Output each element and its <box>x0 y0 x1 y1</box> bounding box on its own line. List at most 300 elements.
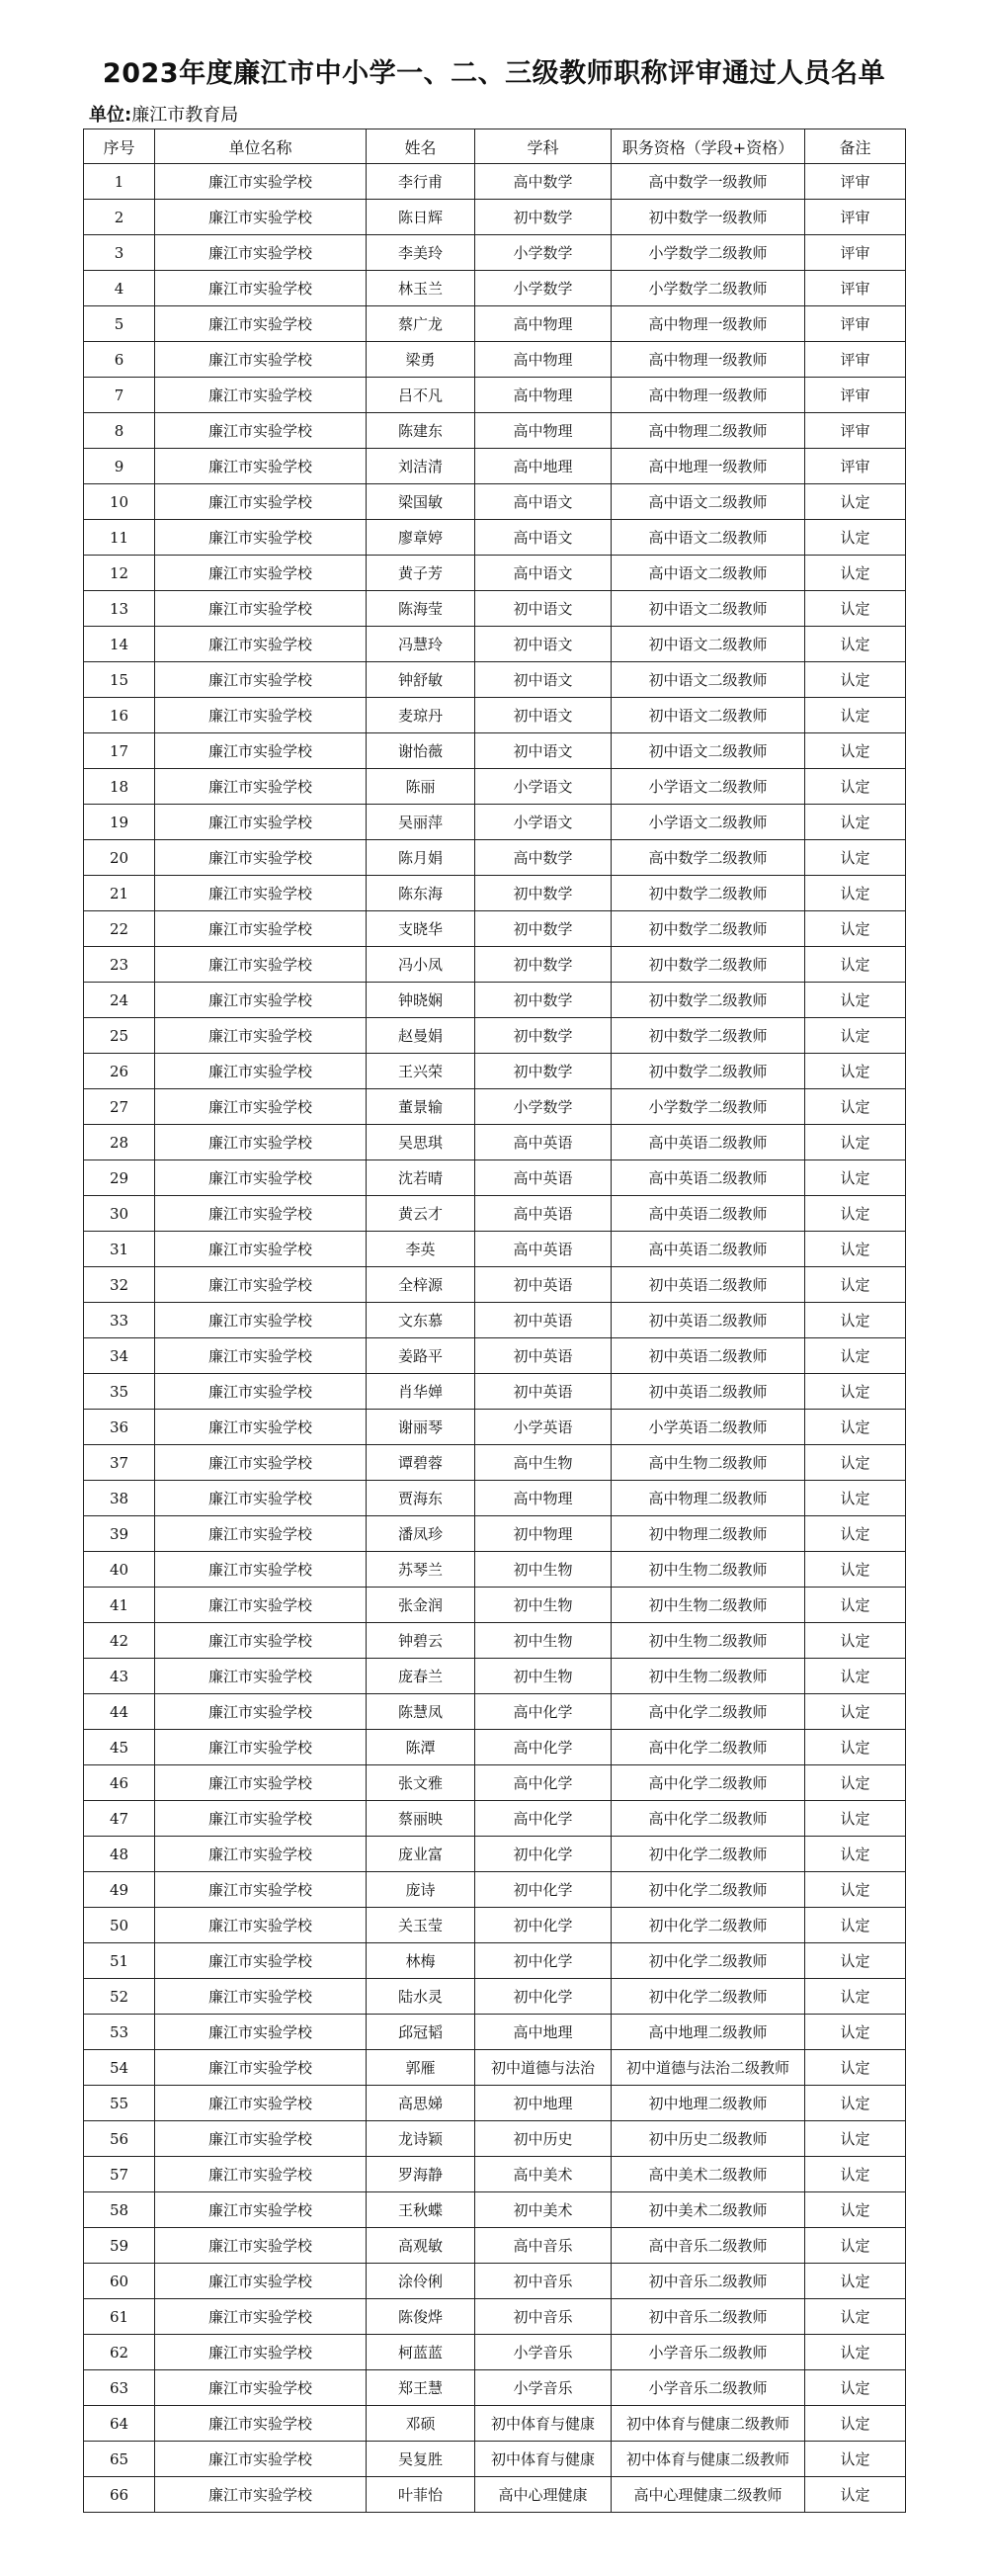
cell-qualification: 初中生物二级教师 <box>612 1659 805 1694</box>
table-row <box>84 1623 906 1659</box>
table-row <box>84 200 906 235</box>
table-body <box>84 164 906 2513</box>
cell-qualification: 高中心理健康二级教师 <box>612 2477 805 2513</box>
header-note: 备注 <box>805 129 906 164</box>
cell-qualification: 小学音乐二级教师 <box>612 2370 805 2406</box>
table-row <box>84 1196 906 1232</box>
cell-subject: 高中化学 <box>475 1765 612 1801</box>
table-row <box>84 1410 906 1445</box>
cell-note: 认定 <box>805 2477 906 2513</box>
cell-subject: 高中物理 <box>475 342 612 378</box>
cell-index: 19 <box>84 805 155 840</box>
cell-name: 林玉兰 <box>367 271 475 306</box>
cell-subject: 高中化学 <box>475 1801 612 1837</box>
cell-index: 7 <box>84 378 155 413</box>
cell-note: 认定 <box>805 1765 906 1801</box>
cell-qualification: 高中物理一级教师 <box>612 342 805 378</box>
cell-index: 55 <box>84 2086 155 2121</box>
cell-unit-name: 廉江市实验学校 <box>155 1730 367 1765</box>
cell-name: 庞业富 <box>367 1837 475 1872</box>
cell-subject: 初中英语 <box>475 1374 612 1410</box>
table-row <box>84 2228 906 2264</box>
cell-name: 郭雁 <box>367 2050 475 2086</box>
cell-unit-name: 廉江市实验学校 <box>155 2228 367 2264</box>
table-row <box>84 876 906 911</box>
table-row <box>84 342 906 378</box>
cell-index: 66 <box>84 2477 155 2513</box>
cell-qualification: 高中音乐二级教师 <box>612 2228 805 2264</box>
cell-subject: 初中化学 <box>475 1837 612 1872</box>
cell-subject: 初中英语 <box>475 1338 612 1374</box>
cell-unit-name: 廉江市实验学校 <box>155 911 367 947</box>
table-row <box>84 698 906 733</box>
table-row <box>84 2086 906 2121</box>
cell-note: 认定 <box>805 2406 906 2442</box>
table-row <box>84 1303 906 1338</box>
cell-name: 张文雅 <box>367 1765 475 1801</box>
cell-qualification: 初中数学一级教师 <box>612 200 805 235</box>
cell-qualification: 小学语文二级教师 <box>612 805 805 840</box>
cell-unit-name: 廉江市实验学校 <box>155 306 367 342</box>
cell-note: 认定 <box>805 1979 906 2015</box>
cell-note: 认定 <box>805 1801 906 1837</box>
table-row <box>84 591 906 627</box>
cell-note: 认定 <box>805 1410 906 1445</box>
cell-name: 陈月娟 <box>367 840 475 876</box>
cell-qualification: 高中英语二级教师 <box>612 1196 805 1232</box>
cell-subject: 小学语文 <box>475 769 612 805</box>
table-row <box>84 1908 906 1943</box>
cell-subject: 初中语文 <box>475 591 612 627</box>
cell-name: 李行甫 <box>367 164 475 200</box>
cell-index: 46 <box>84 1765 155 1801</box>
cell-unit-name: 廉江市实验学校 <box>155 840 367 876</box>
table-row <box>84 911 906 947</box>
cell-name: 陈建东 <box>367 413 475 449</box>
cell-name: 张金润 <box>367 1588 475 1623</box>
header-index: 序号 <box>84 129 155 164</box>
cell-index: 35 <box>84 1374 155 1410</box>
cell-qualification: 初中地理二级教师 <box>612 2086 805 2121</box>
header-row <box>84 129 906 164</box>
cell-index: 65 <box>84 2442 155 2477</box>
cell-name: 高思娣 <box>367 2086 475 2121</box>
cell-unit-name: 廉江市实验学校 <box>155 378 367 413</box>
cell-unit-name: 廉江市实验学校 <box>155 1908 367 1943</box>
cell-index: 23 <box>84 947 155 983</box>
cell-index: 27 <box>84 1089 155 1125</box>
table-row <box>84 1552 906 1588</box>
cell-unit-name: 廉江市实验学校 <box>155 2121 367 2157</box>
cell-note: 认定 <box>805 1374 906 1410</box>
cell-unit-name: 廉江市实验学校 <box>155 1160 367 1196</box>
cell-index: 51 <box>84 1943 155 1979</box>
cell-unit-name: 廉江市实验学校 <box>155 2264 367 2299</box>
cell-note: 认定 <box>805 2086 906 2121</box>
cell-unit-name: 廉江市实验学校 <box>155 698 367 733</box>
cell-note: 认定 <box>805 1089 906 1125</box>
cell-unit-name: 廉江市实验学校 <box>155 983 367 1018</box>
cell-index: 1 <box>84 164 155 200</box>
cell-subject: 初中物理 <box>475 1516 612 1552</box>
cell-subject: 高中化学 <box>475 1694 612 1730</box>
cell-qualification: 初中历史二级教师 <box>612 2121 805 2157</box>
cell-qualification: 初中生物二级教师 <box>612 1552 805 1588</box>
table-row <box>84 947 906 983</box>
cell-index: 5 <box>84 306 155 342</box>
table-row <box>84 1232 906 1267</box>
cell-index: 31 <box>84 1232 155 1267</box>
cell-unit-name: 廉江市实验学校 <box>155 271 367 306</box>
cell-qualification: 小学语文二级教师 <box>612 769 805 805</box>
cell-name: 邓硕 <box>367 2406 475 2442</box>
table-row <box>84 1516 906 1552</box>
cell-note: 认定 <box>805 1160 906 1196</box>
cell-index: 15 <box>84 662 155 698</box>
cell-index: 62 <box>84 2335 155 2370</box>
cell-qualification: 小学音乐二级教师 <box>612 2335 805 2370</box>
cell-subject: 初中数学 <box>475 876 612 911</box>
cell-subject: 小学数学 <box>475 235 612 271</box>
cell-index: 18 <box>84 769 155 805</box>
cell-qualification: 初中生物二级教师 <box>612 1623 805 1659</box>
cell-subject: 高中地理 <box>475 449 612 484</box>
cell-qualification: 高中美术二级教师 <box>612 2157 805 2192</box>
cell-subject: 初中生物 <box>475 1659 612 1694</box>
cell-qualification: 初中音乐二级教师 <box>612 2299 805 2335</box>
cell-name: 吴思琪 <box>367 1125 475 1160</box>
cell-unit-name: 廉江市实验学校 <box>155 484 367 520</box>
table-row <box>84 164 906 200</box>
cell-note: 认定 <box>805 662 906 698</box>
cell-qualification: 高中物理二级教师 <box>612 1481 805 1516</box>
cell-qualification: 高中化学二级教师 <box>612 1801 805 1837</box>
cell-name: 梁国敏 <box>367 484 475 520</box>
roster-table <box>83 129 906 2513</box>
cell-unit-name: 廉江市实验学校 <box>155 2370 367 2406</box>
cell-qualification: 高中化学二级教师 <box>612 1694 805 1730</box>
cell-subject: 高中生物 <box>475 1445 612 1481</box>
cell-note: 评审 <box>805 449 906 484</box>
cell-unit-name: 廉江市实验学校 <box>155 1979 367 2015</box>
cell-qualification: 初中生物二级教师 <box>612 1588 805 1623</box>
cell-unit-name: 廉江市实验学校 <box>155 1125 367 1160</box>
cell-note: 评审 <box>805 235 906 271</box>
cell-unit-name: 廉江市实验学校 <box>155 947 367 983</box>
cell-name: 蔡丽映 <box>367 1801 475 1837</box>
cell-qualification: 初中美术二级教师 <box>612 2192 805 2228</box>
table-row <box>84 1054 906 1089</box>
cell-index: 4 <box>84 271 155 306</box>
cell-index: 21 <box>84 876 155 911</box>
cell-note: 认定 <box>805 1588 906 1623</box>
cell-name: 廖章婷 <box>367 520 475 556</box>
cell-qualification: 初中体育与健康二级教师 <box>612 2406 805 2442</box>
cell-note: 认定 <box>805 1694 906 1730</box>
cell-subject: 高中英语 <box>475 1232 612 1267</box>
cell-subject: 初中化学 <box>475 1872 612 1908</box>
cell-subject: 小学英语 <box>475 1410 612 1445</box>
cell-index: 9 <box>84 449 155 484</box>
cell-qualification: 初中数学二级教师 <box>612 911 805 947</box>
cell-qualification: 高中语文二级教师 <box>612 520 805 556</box>
cell-subject: 高中音乐 <box>475 2228 612 2264</box>
cell-subject: 高中语文 <box>475 520 612 556</box>
cell-name: 钟碧云 <box>367 1623 475 1659</box>
cell-index: 20 <box>84 840 155 876</box>
cell-note: 认定 <box>805 1054 906 1089</box>
cell-note: 认定 <box>805 484 906 520</box>
cell-qualification: 小学数学二级教师 <box>612 235 805 271</box>
cell-index: 34 <box>84 1338 155 1374</box>
table-row <box>84 983 906 1018</box>
cell-note: 认定 <box>805 733 906 769</box>
cell-subject: 初中英语 <box>475 1267 612 1303</box>
cell-note: 认定 <box>805 840 906 876</box>
table-row <box>84 2477 906 2513</box>
cell-index: 6 <box>84 342 155 378</box>
cell-qualification: 小学数学二级教师 <box>612 1089 805 1125</box>
cell-index: 32 <box>84 1267 155 1303</box>
cell-index: 64 <box>84 2406 155 2442</box>
cell-index: 63 <box>84 2370 155 2406</box>
cell-unit-name: 廉江市实验学校 <box>155 1089 367 1125</box>
cell-name: 陈东海 <box>367 876 475 911</box>
cell-qualification: 高中物理一级教师 <box>612 306 805 342</box>
cell-note: 认定 <box>805 2442 906 2477</box>
cell-subject: 高中地理 <box>475 2015 612 2050</box>
cell-name: 涂伶俐 <box>367 2264 475 2299</box>
cell-name: 冯小凤 <box>367 947 475 983</box>
table-row <box>84 805 906 840</box>
table-row <box>84 1267 906 1303</box>
cell-unit-name: 廉江市实验学校 <box>155 413 367 449</box>
cell-note: 认定 <box>805 2370 906 2406</box>
cell-unit-name: 廉江市实验学校 <box>155 1943 367 1979</box>
cell-subject: 初中语文 <box>475 662 612 698</box>
cell-unit-name: 廉江市实验学校 <box>155 200 367 235</box>
cell-index: 53 <box>84 2015 155 2050</box>
cell-qualification: 小学英语二级教师 <box>612 1410 805 1445</box>
cell-subject: 初中语文 <box>475 698 612 733</box>
unit-value: 廉江市教育局 <box>131 105 239 126</box>
table-row <box>84 1979 906 2015</box>
cell-unit-name: 廉江市实验学校 <box>155 1232 367 1267</box>
cell-note: 认定 <box>805 2121 906 2157</box>
table-row <box>84 1765 906 1801</box>
cell-name: 陈海莹 <box>367 591 475 627</box>
table-row <box>84 1801 906 1837</box>
cell-subject: 高中语文 <box>475 556 612 591</box>
table-row <box>84 1160 906 1196</box>
cell-subject: 初中数学 <box>475 1054 612 1089</box>
cell-index: 47 <box>84 1801 155 1837</box>
table-row <box>84 2015 906 2050</box>
table-row <box>84 1374 906 1410</box>
cell-unit-name: 廉江市实验学校 <box>155 2442 367 2477</box>
cell-index: 45 <box>84 1730 155 1765</box>
cell-note: 认定 <box>805 1232 906 1267</box>
table-header <box>84 129 906 164</box>
cell-name: 冯慧玲 <box>367 627 475 662</box>
table-row <box>84 2406 906 2442</box>
cell-qualification: 初中语文二级教师 <box>612 733 805 769</box>
cell-index: 26 <box>84 1054 155 1089</box>
cell-note: 认定 <box>805 2192 906 2228</box>
cell-unit-name: 廉江市实验学校 <box>155 1694 367 1730</box>
cell-qualification: 高中物理一级教师 <box>612 378 805 413</box>
cell-unit-name: 廉江市实验学校 <box>155 2015 367 2050</box>
cell-note: 评审 <box>805 378 906 413</box>
cell-subject: 初中音乐 <box>475 2264 612 2299</box>
cell-unit-name: 廉江市实验学校 <box>155 2192 367 2228</box>
cell-qualification: 初中化学二级教师 <box>612 1943 805 1979</box>
cell-index: 12 <box>84 556 155 591</box>
cell-unit-name: 廉江市实验学校 <box>155 1837 367 1872</box>
cell-index: 30 <box>84 1196 155 1232</box>
cell-unit-name: 廉江市实验学校 <box>155 1054 367 1089</box>
table-row <box>84 662 906 698</box>
table-row <box>84 413 906 449</box>
cell-qualification: 初中语文二级教师 <box>612 591 805 627</box>
cell-qualification: 初中道德与法治二级教师 <box>612 2050 805 2086</box>
cell-note: 认定 <box>805 698 906 733</box>
cell-note: 评审 <box>805 200 906 235</box>
cell-unit-name: 廉江市实验学校 <box>155 1410 367 1445</box>
cell-index: 16 <box>84 698 155 733</box>
table-row <box>84 2442 906 2477</box>
cell-qualification: 初中数学二级教师 <box>612 947 805 983</box>
cell-name: 李美玲 <box>367 235 475 271</box>
header-subject: 学科 <box>475 129 612 164</box>
cell-note: 认定 <box>805 1516 906 1552</box>
cell-subject: 小学音乐 <box>475 2335 612 2370</box>
cell-index: 48 <box>84 1837 155 1872</box>
cell-index: 10 <box>84 484 155 520</box>
cell-name: 庞诗 <box>367 1872 475 1908</box>
cell-qualification: 高中化学二级教师 <box>612 1730 805 1765</box>
cell-note: 评审 <box>805 306 906 342</box>
table-row <box>84 2157 906 2192</box>
cell-qualification: 初中化学二级教师 <box>612 1837 805 1872</box>
cell-qualification: 高中数学一级教师 <box>612 164 805 200</box>
cell-note: 认定 <box>805 1338 906 1374</box>
cell-subject: 初中语文 <box>475 627 612 662</box>
cell-index: 28 <box>84 1125 155 1160</box>
cell-unit-name: 廉江市实验学校 <box>155 342 367 378</box>
cell-name: 支晓华 <box>367 911 475 947</box>
cell-note: 认定 <box>805 2228 906 2264</box>
cell-index: 37 <box>84 1445 155 1481</box>
cell-qualification: 高中数学二级教师 <box>612 840 805 876</box>
table-row <box>84 1730 906 1765</box>
cell-index: 33 <box>84 1303 155 1338</box>
cell-subject: 高中物理 <box>475 1481 612 1516</box>
table-row <box>84 2335 906 2370</box>
cell-unit-name: 廉江市实验学校 <box>155 1872 367 1908</box>
table-row <box>84 484 906 520</box>
cell-qualification: 初中化学二级教师 <box>612 1979 805 2015</box>
cell-subject: 初中生物 <box>475 1588 612 1623</box>
cell-subject: 初中数学 <box>475 1018 612 1054</box>
table-row <box>84 449 906 484</box>
cell-note: 认定 <box>805 1908 906 1943</box>
cell-subject: 初中数学 <box>475 911 612 947</box>
cell-note: 认定 <box>805 520 906 556</box>
cell-unit-name: 廉江市实验学校 <box>155 164 367 200</box>
cell-note: 认定 <box>805 1481 906 1516</box>
cell-name: 吕不凡 <box>367 378 475 413</box>
cell-name: 林梅 <box>367 1943 475 1979</box>
table-row <box>84 1089 906 1125</box>
cell-subject: 初中化学 <box>475 1908 612 1943</box>
cell-note: 认定 <box>805 556 906 591</box>
cell-unit-name: 廉江市实验学校 <box>155 449 367 484</box>
cell-note: 评审 <box>805 342 906 378</box>
cell-unit-name: 廉江市实验学校 <box>155 1374 367 1410</box>
table-row <box>84 306 906 342</box>
cell-note: 认定 <box>805 627 906 662</box>
cell-name: 赵曼娟 <box>367 1018 475 1054</box>
cell-name: 王兴荣 <box>367 1054 475 1089</box>
page-title: 2023年度廉江市中小学一、二、三级教师职称评审通过人员名单 <box>102 58 886 89</box>
cell-subject: 高中数学 <box>475 164 612 200</box>
cell-qualification: 初中英语二级教师 <box>612 1267 805 1303</box>
cell-note: 认定 <box>805 1872 906 1908</box>
cell-note: 认定 <box>805 2299 906 2335</box>
cell-qualification: 初中数学二级教师 <box>612 876 805 911</box>
cell-subject: 小学音乐 <box>475 2370 612 2406</box>
cell-qualification: 高中英语二级教师 <box>612 1125 805 1160</box>
cell-unit-name: 廉江市实验学校 <box>155 733 367 769</box>
cell-note: 认定 <box>805 2335 906 2370</box>
cell-note: 认定 <box>805 1445 906 1481</box>
cell-index: 2 <box>84 200 155 235</box>
cell-subject: 高中英语 <box>475 1196 612 1232</box>
cell-unit-name: 廉江市实验学校 <box>155 235 367 271</box>
cell-name: 沈若晴 <box>367 1160 475 1196</box>
cell-unit-name: 廉江市实验学校 <box>155 2406 367 2442</box>
cell-name: 郑王慧 <box>367 2370 475 2406</box>
cell-unit-name: 廉江市实验学校 <box>155 1481 367 1516</box>
table-row <box>84 235 906 271</box>
table-row <box>84 1694 906 1730</box>
cell-name: 苏琴兰 <box>367 1552 475 1588</box>
cell-name: 陈俊烨 <box>367 2299 475 2335</box>
cell-index: 59 <box>84 2228 155 2264</box>
cell-index: 22 <box>84 911 155 947</box>
cell-name: 肖华婵 <box>367 1374 475 1410</box>
cell-index: 14 <box>84 627 155 662</box>
cell-name: 黄子芳 <box>367 556 475 591</box>
cell-unit-name: 廉江市实验学校 <box>155 520 367 556</box>
cell-name: 董景输 <box>367 1089 475 1125</box>
cell-subject: 小学数学 <box>475 271 612 306</box>
cell-unit-name: 廉江市实验学校 <box>155 876 367 911</box>
cell-note: 认定 <box>805 1018 906 1054</box>
cell-unit-name: 廉江市实验学校 <box>155 627 367 662</box>
table-row <box>84 556 906 591</box>
unit-label: 单位: <box>89 105 132 126</box>
cell-qualification: 初中音乐二级教师 <box>612 2264 805 2299</box>
cell-index: 49 <box>84 1872 155 1908</box>
cell-note: 评审 <box>805 164 906 200</box>
cell-name: 关玉莹 <box>367 1908 475 1943</box>
cell-qualification: 高中英语二级教师 <box>612 1232 805 1267</box>
cell-note: 认定 <box>805 947 906 983</box>
cell-unit-name: 廉江市实验学校 <box>155 2050 367 2086</box>
cell-index: 24 <box>84 983 155 1018</box>
